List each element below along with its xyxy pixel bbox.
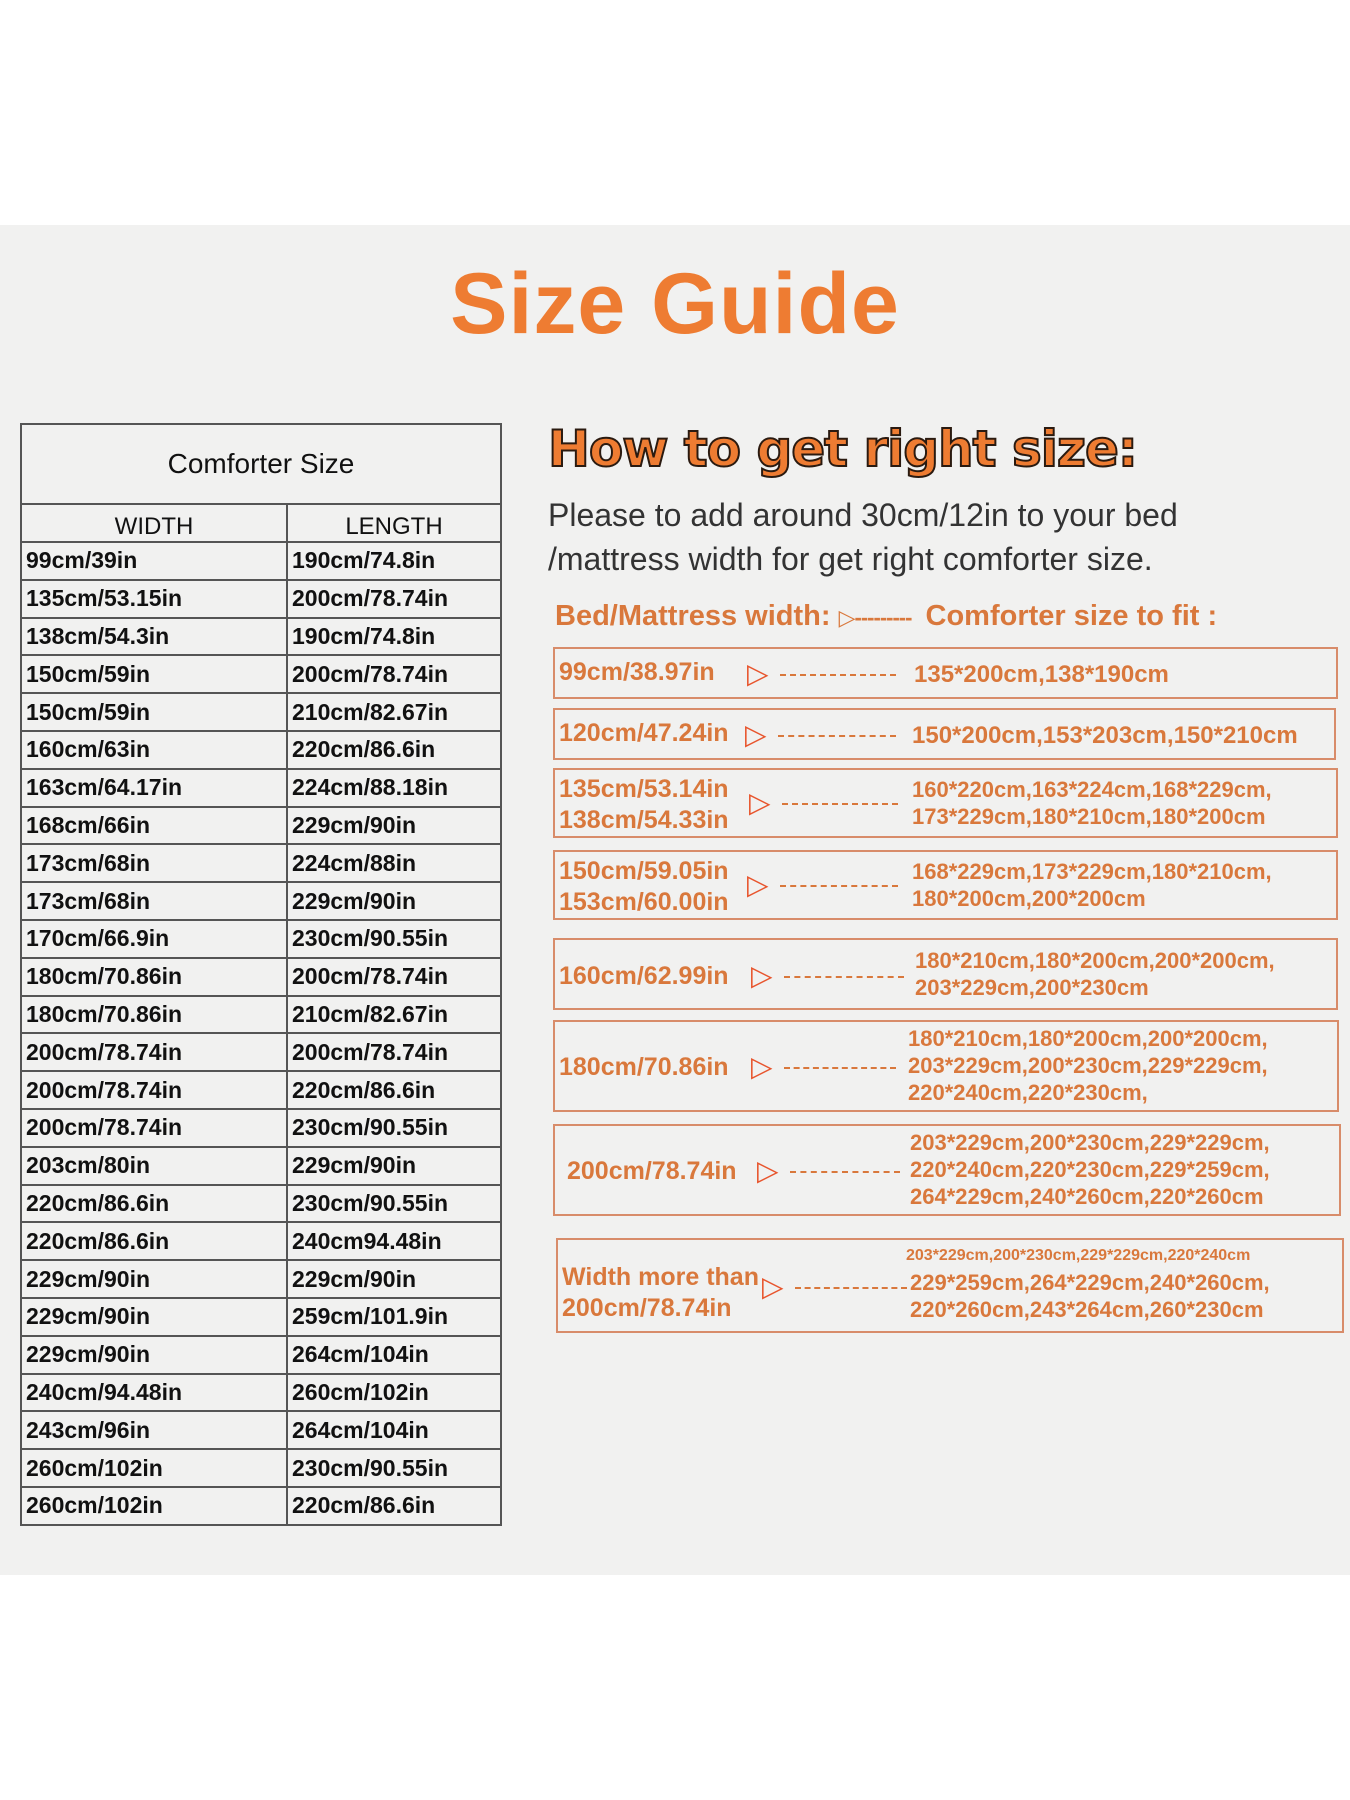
length-cell: 264cm/104in	[287, 1411, 501, 1449]
width-cell: 99cm/39in	[21, 542, 287, 580]
width-cell: 243cm/96in	[21, 1411, 287, 1449]
bed-width-line: 180cm/70.86in	[559, 1053, 729, 1081]
length-cell: 229cm/90in	[287, 807, 501, 845]
dashed-connector	[780, 885, 898, 887]
header-arrow-icon: ▷---------	[838, 605, 912, 630]
description-line-2: /mattress width for get right comforter size.	[548, 541, 1153, 577]
width-cell: 260cm/102in	[21, 1449, 287, 1487]
bed-width-line: Width more than	[562, 1263, 759, 1291]
dashed-connector	[780, 674, 896, 676]
arrow-icon: ▷	[745, 719, 767, 750]
fit-size-line: 220*260cm,243*264cm,260*230cm	[910, 1297, 1264, 1322]
table-row	[21, 1109, 501, 1147]
bed-width-line: 200cm/78.74in	[567, 1157, 737, 1185]
table-row	[21, 996, 501, 1034]
table-row	[21, 1374, 501, 1412]
bed-width-line: 135cm/53.14in	[559, 775, 729, 803]
width-cell: 229cm/90in	[21, 1298, 287, 1336]
width-cell: 200cm/78.74in	[21, 1109, 287, 1147]
comforter-size-table	[20, 423, 502, 1526]
dashed-connector	[784, 1067, 896, 1069]
table-row	[21, 1185, 501, 1223]
length-cell: 229cm/90in	[287, 1147, 501, 1185]
length-cell: 259cm/101.9in	[287, 1298, 501, 1336]
size-recommendation-box	[553, 938, 1338, 1010]
length-cell: 200cm/78.74in	[287, 655, 501, 693]
length-cell: 264cm/104in	[287, 1336, 501, 1374]
bed-width-line: 150cm/59.05in	[559, 857, 729, 885]
length-header: LENGTH	[287, 504, 501, 542]
bed-width-value	[559, 961, 729, 992]
bed-width-label: Bed/Mattress width:	[555, 600, 831, 632]
length-cell: 220cm/86.6in	[287, 731, 501, 769]
length-cell: 220cm/86.6in	[287, 1487, 501, 1525]
width-cell: 220cm/86.6in	[21, 1185, 287, 1223]
bed-width-value	[562, 1262, 759, 1324]
fit-size-line: 150*200cm,153*203cm,150*210cm	[912, 722, 1298, 749]
table-row	[21, 1487, 501, 1525]
bed-width-line: 153cm/60.00in	[559, 888, 729, 916]
bed-width-line: 99cm/38.97in	[559, 658, 715, 686]
width-cell: 229cm/90in	[21, 1336, 287, 1374]
width-cell: 220cm/86.6in	[21, 1222, 287, 1260]
dashed-connector	[784, 976, 904, 978]
arrow-icon: ▷	[751, 960, 773, 991]
length-cell: 240cm94.48in	[287, 1222, 501, 1260]
table-row	[21, 1147, 501, 1185]
width-cell: 173cm/68in	[21, 844, 287, 882]
fit-size-line: 173*229cm,180*210cm,180*200cm	[912, 804, 1266, 829]
table-row	[21, 882, 501, 920]
width-cell: 168cm/66in	[21, 807, 287, 845]
width-cell: 138cm/54.3in	[21, 618, 287, 656]
size-recommendation-box	[556, 1238, 1344, 1333]
arrow-icon: ▷	[762, 1271, 784, 1302]
fit-size-line: 180*210cm,180*200cm,200*200cm,	[915, 948, 1275, 973]
comforter-fit-sizes	[910, 1129, 1270, 1210]
fit-size-line: 203*229cm,200*230cm,229*229cm,	[908, 1053, 1268, 1078]
length-cell: 210cm/82.67in	[287, 996, 501, 1034]
width-cell: 180cm/70.86in	[21, 996, 287, 1034]
bed-width-value	[559, 657, 715, 688]
bed-width-value	[559, 718, 729, 749]
length-cell: 224cm/88.18in	[287, 769, 501, 807]
table-row	[21, 920, 501, 958]
comforter-fit-sizes	[914, 661, 1169, 688]
table-row	[21, 1449, 501, 1487]
comforter-fit-sizes	[908, 1025, 1268, 1106]
length-cell: 224cm/88in	[287, 844, 501, 882]
arrow-icon: ▷	[751, 1051, 773, 1082]
dashed-connector	[790, 1171, 900, 1173]
length-cell: 210cm/82.67in	[287, 693, 501, 731]
bed-width-value	[567, 1156, 737, 1187]
width-cell: 260cm/102in	[21, 1487, 287, 1525]
fit-size-line: 203*229cm,200*230cm,229*229cm,	[910, 1130, 1270, 1155]
length-cell: 190cm/74.8in	[287, 542, 501, 580]
length-cell: 200cm/78.74in	[287, 1033, 501, 1071]
size-recommendation-box	[553, 1020, 1339, 1112]
dashed-connector	[782, 803, 898, 805]
fit-size-line: 168*229cm,173*229cm,180*210cm,	[912, 859, 1272, 884]
table-row	[21, 1033, 501, 1071]
width-cell: 240cm/94.48in	[21, 1374, 287, 1412]
bed-width-line: 120cm/47.24in	[559, 719, 729, 747]
arrow-icon: ▷	[747, 869, 769, 900]
table-row	[21, 807, 501, 845]
length-cell: 200cm/78.74in	[287, 580, 501, 618]
length-cell: 230cm/90.55in	[287, 1449, 501, 1487]
width-cell: 150cm/59in	[21, 655, 287, 693]
page-title: Size Guide	[450, 256, 900, 352]
length-cell: 230cm/90.55in	[287, 1109, 501, 1147]
guide-header	[555, 600, 1345, 633]
table-row	[21, 731, 501, 769]
table-row	[21, 542, 501, 580]
arrow-icon: ▷	[747, 658, 769, 689]
fit-size-line: 160*220cm,163*224cm,168*229cm,	[912, 777, 1272, 802]
table-row	[21, 1336, 501, 1374]
table-body	[21, 542, 501, 1525]
table-row	[21, 1298, 501, 1336]
width-cell: 160cm/63in	[21, 731, 287, 769]
description-line-1: Please to add around 30cm/12in to your bed	[548, 497, 1178, 533]
comforter-fit-sizes	[912, 722, 1298, 749]
width-cell: 150cm/59in	[21, 693, 287, 731]
length-cell: 230cm/90.55in	[287, 920, 501, 958]
table-caption: Comforter Size	[21, 424, 501, 504]
arrow-icon: ▷	[757, 1155, 779, 1186]
length-cell: 220cm/86.6in	[287, 1071, 501, 1109]
bed-width-line: 200cm/78.74in	[562, 1294, 732, 1322]
table-row	[21, 1260, 501, 1298]
length-cell: 230cm/90.55in	[287, 1185, 501, 1223]
length-cell: 190cm/74.8in	[287, 618, 501, 656]
bed-width-line: 160cm/62.99in	[559, 962, 729, 990]
fit-size-line: 203*229cm,200*230cm,229*229cm,220*240cm	[906, 1247, 1251, 1264]
fit-size-line: 180*200cm,200*200cm	[912, 886, 1146, 911]
width-cell: 200cm/78.74in	[21, 1033, 287, 1071]
table-row	[21, 1222, 501, 1260]
width-cell: 200cm/78.74in	[21, 1071, 287, 1109]
bed-width-value	[559, 856, 729, 918]
table-row	[21, 1411, 501, 1449]
width-cell: 170cm/66.9in	[21, 920, 287, 958]
comforter-fit-sizes	[912, 858, 1272, 912]
how-to-description	[548, 493, 1338, 581]
table-row	[21, 1071, 501, 1109]
comforter-fit-sizes	[915, 947, 1275, 1001]
table-row	[21, 580, 501, 618]
size-recommendation-box	[553, 708, 1336, 760]
comforter-fit-sizes	[912, 776, 1272, 830]
comforter-fit-label: Comforter size to fit :	[925, 600, 1218, 632]
bed-width-value	[559, 1052, 729, 1083]
fit-size-line: 220*240cm,220*230cm,229*259cm,	[910, 1157, 1270, 1182]
comforter-fit-sizes	[906, 1242, 1270, 1323]
fit-size-line: 203*229cm,200*230cm	[915, 975, 1149, 1000]
width-cell: 229cm/90in	[21, 1260, 287, 1298]
bed-width-line: 138cm/54.33in	[559, 806, 729, 834]
width-cell: 203cm/80in	[21, 1147, 287, 1185]
table-row	[21, 769, 501, 807]
length-cell: 260cm/102in	[287, 1374, 501, 1412]
table-row	[21, 618, 501, 656]
table-row	[21, 844, 501, 882]
fit-size-line: 180*210cm,180*200cm,200*200cm,	[908, 1026, 1268, 1051]
table-row	[21, 693, 501, 731]
how-to-heading: How to get right size:	[548, 420, 1137, 478]
bed-width-value	[559, 774, 729, 836]
width-cell: 135cm/53.15in	[21, 580, 287, 618]
size-recommendation-box	[553, 1124, 1341, 1216]
fit-size-line: 135*200cm,138*190cm	[914, 661, 1169, 688]
width-cell: 173cm/68in	[21, 882, 287, 920]
dashed-connector	[795, 1287, 907, 1289]
size-recommendation-box	[553, 647, 1338, 699]
arrow-icon: ▷	[749, 787, 771, 818]
table-row	[21, 958, 501, 996]
size-recommendation-box	[553, 850, 1338, 920]
size-recommendation-box	[553, 768, 1338, 838]
length-cell: 229cm/90in	[287, 1260, 501, 1298]
fit-size-line: 229*259cm,264*229cm,240*260cm,	[910, 1270, 1270, 1295]
fit-size-line: 264*229cm,240*260cm,220*260cm	[910, 1184, 1264, 1209]
length-cell: 229cm/90in	[287, 882, 501, 920]
fit-size-line: 220*240cm,220*230cm,	[908, 1080, 1148, 1105]
table-row	[21, 655, 501, 693]
length-cell: 200cm/78.74in	[287, 958, 501, 996]
width-cell: 163cm/64.17in	[21, 769, 287, 807]
width-header: WIDTH	[21, 504, 287, 542]
dashed-connector	[778, 735, 896, 737]
width-cell: 180cm/70.86in	[21, 958, 287, 996]
